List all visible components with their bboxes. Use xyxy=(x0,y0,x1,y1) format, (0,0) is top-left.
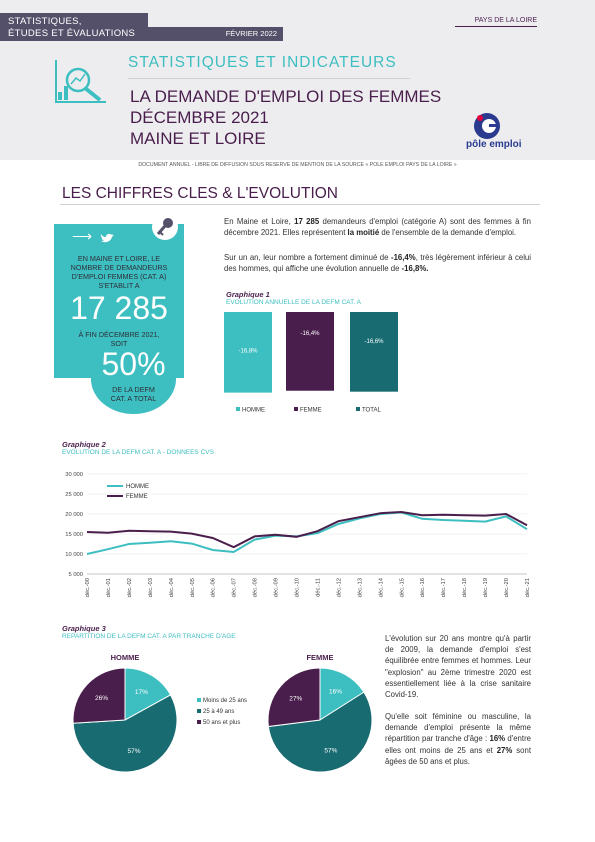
legend-label-total: TOTAL xyxy=(362,407,381,414)
title-line-2: DÉCEMBRE 2021 xyxy=(130,108,269,127)
pie-slice-label: 26% xyxy=(94,694,109,702)
title-rule xyxy=(128,78,410,79)
keybox-line4: S'ETABLIT A xyxy=(98,281,140,290)
graph2-line-chart xyxy=(55,464,540,614)
keybox-line7: DE LA DEFM xyxy=(112,385,155,394)
legend-label-femme: FEMME xyxy=(126,494,148,500)
x-tick-label: déc.-13 xyxy=(357,578,364,598)
graph3-subtitle: REPARTITION DE LA DEFM CAT. A PAR TRANCHE D'AGE xyxy=(62,633,236,640)
x-tick-label: déc.-03 xyxy=(147,578,154,598)
keybox-big-pct: 50% xyxy=(101,346,166,382)
x-tick-label: déc.-18 xyxy=(462,578,469,598)
x-tick-label: déc.-19 xyxy=(483,578,490,598)
pie-slice-label: 27% xyxy=(289,695,303,703)
section-title: LES CHIFFRES CLES & L'EVOLUTION xyxy=(62,185,339,202)
intro-paragraph-2: Sur un an, leur nombre a fortement diminué de -16,4%, très légèrement inférieur à celui des hommes, qui affiche une évolution annuelle de -16,8%. xyxy=(224,253,531,274)
graph1-label: Graphique 1 xyxy=(226,290,270,299)
legend-swatch xyxy=(197,720,201,724)
graph2-subtitle: EVOLUTION DE LA DEFM CAT. A - DONNEES CVS xyxy=(62,449,214,456)
x-tick-label: déc.-16 xyxy=(420,578,427,598)
publisher-line1: STATISTIQUES, xyxy=(8,16,82,27)
legend-label-homme: HOMME xyxy=(242,407,265,414)
x-tick-label: déc.-06 xyxy=(210,578,217,598)
bar-data-label: -16,4% xyxy=(300,331,320,337)
x-tick-label: déc.-21 xyxy=(525,578,531,598)
x-tick-label: déc.-08 xyxy=(252,578,259,598)
title-line-3: MAINE ET LOIRE xyxy=(130,129,266,148)
keybox-big-number: 17 285 xyxy=(70,290,168,326)
legend-swatch-total xyxy=(356,407,360,411)
title-line-1: LA DEMANDE D'EMPLOI DES FEMMES xyxy=(130,87,442,106)
series-title: STATISTIQUES ET INDICATEURS xyxy=(128,54,397,71)
arrow-icon: ⟶ xyxy=(72,228,93,244)
y-tick-label: 25 000 xyxy=(65,492,83,498)
legend-swatch xyxy=(197,698,201,702)
logo-text: pôle emploi xyxy=(466,139,522,150)
legend-swatch-homme xyxy=(236,407,240,411)
publisher-tab xyxy=(0,13,148,41)
pie-title: FEMME xyxy=(306,653,334,662)
intro-paragraph-1: En Maine et Loire, 17 285 demandeurs d'emploi (catégorie A) sont des femmes à fin décembre 2021. Elles représentent la moitié de l'ensemble de la demande d'emploi. xyxy=(224,217,531,238)
x-tick-label: déc.-11 xyxy=(315,578,322,597)
legend-label-homme: HOMME xyxy=(126,484,149,490)
keybox-line8: CAT. A TOTAL xyxy=(110,394,157,403)
pie-slice-label: 17% xyxy=(134,689,148,697)
pole-emploi-logo-icon xyxy=(472,112,502,140)
region-underline xyxy=(455,26,537,27)
y-tick-label: 30 000 xyxy=(65,472,83,478)
bar-femme xyxy=(286,312,334,391)
publication-date: FÉVRIER 2022 xyxy=(225,29,277,38)
x-tick-label: déc.-20 xyxy=(504,578,511,598)
legend-swatch xyxy=(197,709,201,713)
graph3-pie-charts xyxy=(55,648,385,778)
disclaimer: DOCUMENT ANNUEL - LIBRE DE DIFFUSION SOUS RESERVE DE MENTION DE LA SOURCE « POLE EMPLOI PAYS DE LA LOIRE » xyxy=(138,162,457,168)
x-tick-label: déc.-07 xyxy=(231,578,238,598)
legend-label: 50 ans et plus xyxy=(203,720,241,726)
section-rule xyxy=(60,204,540,205)
x-tick-label: déc.-02 xyxy=(126,578,133,598)
y-tick-label: 15 000 xyxy=(65,532,83,538)
graph2-label: Graphique 2 xyxy=(62,440,106,449)
x-tick-label: déc.-14 xyxy=(378,578,385,598)
x-tick-label: déc.-12 xyxy=(336,578,343,598)
date-tab xyxy=(148,27,283,41)
y-tick-label: 20 000 xyxy=(65,512,83,518)
pie-slice-label: 57% xyxy=(127,747,141,755)
legend-label-femme: FEMME xyxy=(300,407,322,414)
pie-title: HOMME xyxy=(110,653,140,662)
keybox-line2: NOMBRE DE DEMANDEURS xyxy=(70,263,168,272)
region-label: PAYS DE LA LOIRE xyxy=(474,17,537,24)
pie-slice-label: 57% xyxy=(324,747,338,755)
bar-data-label: -16,6% xyxy=(364,339,384,345)
twitter-icon[interactable] xyxy=(100,233,114,244)
pole-emploi-logo xyxy=(466,112,526,152)
x-tick-label: déc.-05 xyxy=(189,578,196,598)
graph1-subtitle: EVOLUTION ANNUELLE DE LA DEFM CAT. A xyxy=(226,299,361,306)
keybox-line6: SOIT xyxy=(110,339,128,348)
publisher-line2: ÉTUDES ET ÉVALUATIONS xyxy=(8,28,136,39)
statistics-magnifier-icon xyxy=(52,58,110,106)
bar-total xyxy=(350,312,398,392)
keybox-line1: EN MAINE ET LOIRE, LE xyxy=(77,254,161,263)
side-paragraph-1: L'évolution sur 20 ans montre qu'à partir de 2009, la demande d'emploi s'est équilibrée entre femmes et hommes. Leur "explosion" au 2ème trimestre 2020 est essentiellement liée à la crise sanitaire Covid-19. xyxy=(385,634,531,700)
graph3-label: Graphique 3 xyxy=(62,624,106,633)
x-tick-label: déc.-15 xyxy=(399,578,406,598)
legend-swatch-femme xyxy=(294,407,298,411)
x-tick-label: déc.-01 xyxy=(105,578,112,598)
x-tick-label: déc.-04 xyxy=(168,578,175,598)
x-tick-label: déc.-10 xyxy=(294,578,301,598)
bar-data-label: -16,8% xyxy=(238,348,258,355)
legend-label: 25 à 49 ans xyxy=(203,709,235,715)
keybox-line3: D'EMPLOI FEMMES (CAT. A) xyxy=(71,272,167,281)
y-tick-label: 10 000 xyxy=(65,552,83,558)
x-tick-label: déc.-09 xyxy=(273,578,280,598)
key-icon xyxy=(152,214,178,240)
x-tick-label: déc.-00 xyxy=(85,578,91,598)
graph1-bar-chart xyxy=(220,307,420,419)
legend-label: Moins de 25 ans xyxy=(203,698,248,704)
y-tick-label: 5 000 xyxy=(68,572,83,578)
keybox-line5: À FIN DÉCEMBRE 2021, xyxy=(78,330,160,339)
side-paragraph-2: Qu'elle soit féminine ou masculine, la demande d'emploi présente la même répartition par tranche d'âge : 16% d'entre elles ont moins de 25 ans et 27% sont âgées de 50 ans et plus. xyxy=(385,712,531,766)
pie-slice-label: 16% xyxy=(329,688,343,696)
x-tick-label: déc.-17 xyxy=(441,578,448,598)
